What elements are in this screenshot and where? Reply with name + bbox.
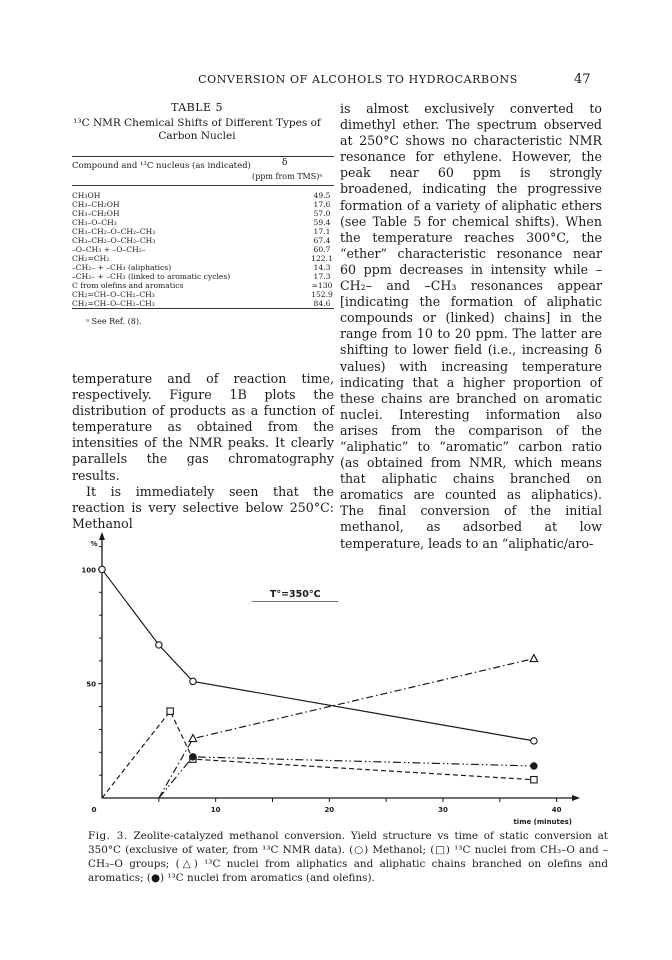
data-point-dot xyxy=(531,763,537,769)
x-tick-label: 40 xyxy=(551,806,562,814)
table-cell-shift: 17.1 xyxy=(313,227,331,236)
table-cell-shift: 17.6 xyxy=(313,200,331,209)
x-tick-label: 20 xyxy=(324,806,335,814)
table-cell-shift: 17.3 xyxy=(313,272,331,281)
table-cell-compound: CH₃–O–CH₃ xyxy=(72,218,117,227)
table-cell-compound: CH₂=CH–O–CH₂–CH₃ xyxy=(72,290,155,299)
right-column-text xyxy=(340,101,602,552)
table-header-rule xyxy=(72,185,334,186)
data-point-triangle xyxy=(530,655,538,662)
table-cell-compound: CH₂=CH–O–CH₂–CH₃ xyxy=(72,299,155,308)
table-col2-subheader: (ppm from TMS)ᵃ xyxy=(252,172,323,181)
figure-caption-label: Fig. 3. xyxy=(88,830,128,842)
table-cell-shift: 67.4 xyxy=(313,236,331,245)
table-cell-shift: 49.5 xyxy=(313,191,331,200)
figure-caption-text: Zeolite-catalyzed methanol conversion. Yield structure vs time of static conversion at 350°C (exclusive of water, from ¹³C NMR data). (○) Methanol; (□) ¹³C nuclei from CH₃–O and –CH₃–O groups; (△) ¹³C nuclei from aliphatics and aliphatic chains branched on olefins and aromatics; (●) ¹³C nuclei from aromatics (and olefins). xyxy=(88,830,608,884)
x-tick-label: 0 xyxy=(91,806,97,814)
table-footnote: ᵃ See Ref. (8). xyxy=(86,317,142,326)
table-cell-compound: CH₃–CH₂–O–CH₂–CH₃ xyxy=(72,236,156,245)
x-axis-arrow xyxy=(572,795,580,801)
page-number: 47 xyxy=(574,72,591,87)
table-cell-shift: 59.4 xyxy=(313,218,331,227)
table-cell-compound: –O–CH₃ + –O–CH₂– xyxy=(72,245,146,254)
figure-caption xyxy=(88,829,608,885)
figure-3-chart xyxy=(60,528,580,826)
data-point-circle xyxy=(156,642,162,648)
series-line-dot xyxy=(159,757,534,798)
table-cell-shift: 122.1 xyxy=(311,254,333,263)
y-tick-label: 100 xyxy=(81,566,96,575)
table-cell-compound: –CH₂– + –CH₃ (linked to aromatic cycles) xyxy=(72,272,231,281)
data-point-circle xyxy=(190,678,196,684)
table-cell-shift: 60.7 xyxy=(313,245,331,254)
left-paragraph-2: It is immediately seen that the reaction is very selective below 250°C: Methanol xyxy=(72,483,334,531)
series-line-triangle xyxy=(159,659,534,798)
data-point-triangle xyxy=(189,735,197,742)
data-point-dot xyxy=(190,754,196,760)
right-column-paragraph: is almost exclusively converted to dimethyl ether. The spectrum observed at 250°C shows no characteristic NMR resonance for ethylene. However, the peak near 60 ppm is strongly broadened, indicating the progressive formation of a variety of aliphatic ethers (see Table 5 for chemical shifts). When the temperature reaches 300°C, the “ether” characteristic resonance near 60 ppm decreases in intensity while –CH₂– and –CH₃ resonances appear [indicating the formation of aliphatic compounds or (linked) chains] in the range from 10 to 20 ppm. The latter are shifting to lower field (i.e., increasing δ values) with increasing temperature indicating that a higher proportion of these chains are branched on aromatic nuclei. Interesting information also arises from the comparison of the “aliphatic” to “aromatic” carbon ratio (as obtained from NMR, which means that aliphatic chains branched on aromatics are counted as aliphatics). The final conversion of the initial methanol, as adsorbed at low temperature, leads to an “aliphatic/aro- xyxy=(340,101,602,551)
data-point-circle xyxy=(99,566,105,572)
y-axis-arrow xyxy=(99,532,105,540)
table-col1-header: Compound and ¹³C nucleus (as indicated) xyxy=(72,161,251,171)
x-tick-label: 30 xyxy=(438,806,448,814)
table-cell-shift: ≃130 xyxy=(311,281,333,290)
running-head xyxy=(0,73,672,89)
table-cell-shift: 57.0 xyxy=(313,209,331,218)
table-cell-shift: 152.9 xyxy=(311,290,333,299)
table-cell-shift: 14.3 xyxy=(313,263,331,272)
table-label: TABLE 5 xyxy=(170,101,224,114)
table-cell-compound: CH₃–CH₂OH xyxy=(72,209,120,218)
x-tick-label: 10 xyxy=(210,806,221,814)
chart-annotation: T°=350°C xyxy=(269,588,321,600)
y-axis-label: % xyxy=(90,540,98,548)
table-cell-compound: C from olefins and aromatics xyxy=(72,281,184,290)
data-point-square xyxy=(167,708,173,714)
y-tick-label: 50 xyxy=(86,680,96,689)
left-paragraph-1: temperature and of reaction time, respectively. Figure 1B plots the distribution of products as a function of temperature as obtained from the intensities of the NMR peaks. It clearly parallels the gas chromatography results. xyxy=(72,371,334,483)
table-title: ¹³C NMR Chemical Shifts of Different Types of Carbon Nuclei xyxy=(73,117,321,142)
table-bottom-rule xyxy=(72,308,334,309)
table-cell-compound: CH₂=CH₂ xyxy=(72,254,110,263)
running-head-title: CONVERSION OF ALCOHOLS TO HYDROCARBONS xyxy=(198,73,518,86)
left-column-text xyxy=(72,371,334,532)
table-cell-compound: CH₃–CH₂–O–CH₂–CH₃ xyxy=(72,227,156,236)
table-cell-compound: CH₃OH xyxy=(72,191,101,200)
table-cell-compound: –CH₂– + –CH₃ (aliphatics) xyxy=(72,263,172,272)
x-axis-label: time (minutes) xyxy=(513,818,572,826)
table-cell-compound: CH₃–CH₂OH xyxy=(72,200,120,209)
table-top-rule xyxy=(72,156,334,157)
data-point-circle xyxy=(531,738,537,744)
data-point-square xyxy=(531,777,537,783)
table-cell-shift: 84.6 xyxy=(313,299,331,308)
table-col2-header: δ xyxy=(282,158,288,168)
